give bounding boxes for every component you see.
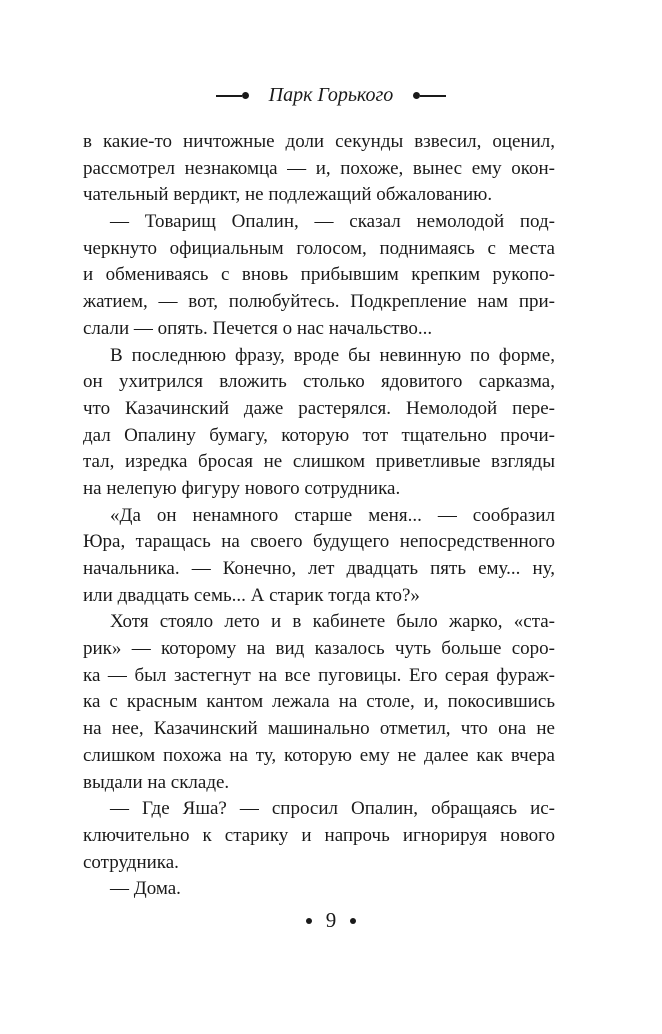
ornament-left (216, 92, 249, 99)
text-line: Хотя стояло лето и в кабинете было жарко, «ста- (110, 611, 555, 633)
bullet-icon (350, 918, 356, 924)
page-footer (0, 908, 662, 933)
text-line: рик» — которому на вид казалось чуть больше соро- (83, 638, 555, 660)
text-line: дал Опалину бумагу, которую тот тщательно прочи- (83, 424, 555, 446)
page-body-text (83, 129, 555, 903)
page-number: 9 (325, 908, 337, 932)
text-line: В последнюю фразу, вроде бы невинную по форме, (110, 344, 555, 366)
ornament-right (413, 92, 446, 99)
text-line: чательный вердикт, не подлежащий обжалованию. (83, 184, 493, 206)
text-line: ка — был застегнут на все пуговицы. Его серая фураж- (83, 664, 555, 686)
text-line: на нее, Казачинский машинально отметил, что она не (83, 718, 555, 740)
text-line: он ухитрился вложить столько ядовитого сарказма, (83, 371, 555, 393)
text-line: сотрудника. (83, 851, 179, 873)
text-line: — Дома. (110, 878, 181, 900)
text-line: ка с красным кантом лежала на столе, и, покосившись (83, 691, 555, 713)
text-line: слали — опять. Печется о нас начальство... (83, 317, 433, 339)
text-line: черкнуто официальным голосом, поднимаясь с места (83, 237, 555, 259)
text-line: рассмотрел незнакомца — и, похоже, вынес ему окон- (83, 157, 555, 179)
text-line: или двадцать семь... А старик тогда кто?» (83, 584, 420, 606)
text-line: что Казачинский даже растерялся. Немолодой пере- (83, 397, 555, 419)
text-line: — Товарищ Опалин, — сказал немолодой под- (110, 211, 555, 233)
text-line: Юра, таращась на своего будущего непосредственного (83, 531, 555, 553)
text-line: жатием, — вот, полюбуйтесь. Подкрепление нам при- (83, 291, 555, 313)
running-header (0, 84, 662, 107)
running-title: Парк Горького (268, 84, 394, 106)
text-line: ключительно к старику и напрочь игнорируя нового (83, 824, 555, 846)
bullet-icon (306, 918, 312, 924)
text-line: тал, изредка бросая не слишком приветливые взгляды (83, 451, 555, 473)
text-line: выдали на складе. (83, 771, 230, 793)
text-line: — Где Яша? — спросил Опалин, обращаясь ис- (110, 798, 555, 820)
text-line: «Да он ненамного старше меня... — сообразил (110, 504, 555, 526)
text-line: слишком похожа на ту, которую ему не далее как вчера (83, 744, 555, 766)
text-line: начальника. — Конечно, лет двадцать пять ему... ну, (83, 558, 555, 579)
text-line: и обмениваясь с вновь прибывшим крепким рукопо- (83, 264, 555, 286)
text-line: на нелепую фигуру нового сотрудника. (83, 477, 401, 499)
text-line: в какие-то ничтожные доли секунды взвесил, оценил, (83, 131, 555, 152)
